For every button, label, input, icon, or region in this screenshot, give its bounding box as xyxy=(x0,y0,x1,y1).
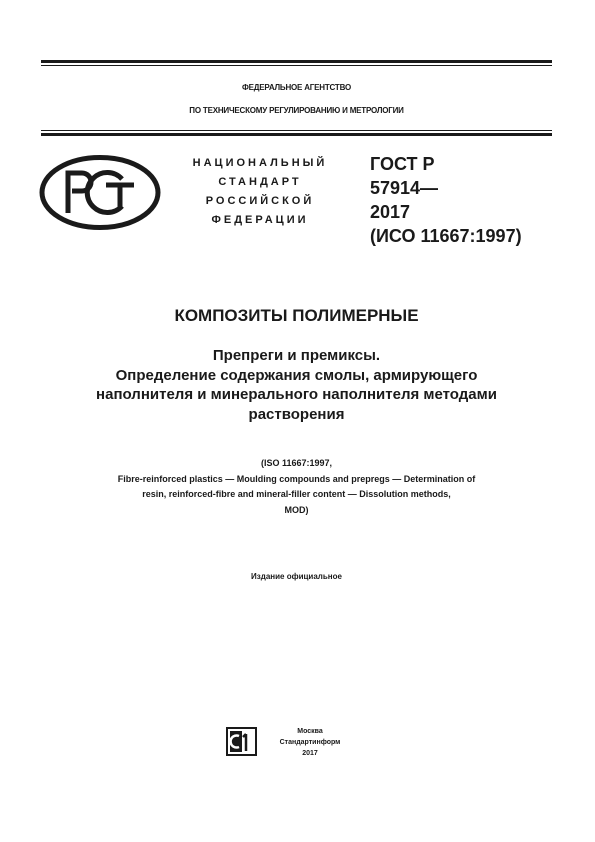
gost-line-3: 2017 xyxy=(370,202,411,222)
iso-line-3: resin, reinforced-fibre and mineral-filler content — Dissolution methods, xyxy=(142,489,451,499)
publisher-name: Стандартинформ xyxy=(279,739,341,746)
iso-line-4: MOD) xyxy=(284,504,309,515)
document-title: КОМПОЗИТЫ ПОЛИМЕРНЫЕ xyxy=(174,306,419,325)
top-rule-thick xyxy=(41,60,552,63)
iso-line-1: (ISO 11667:1997, xyxy=(260,458,333,468)
publisher-year: 2017 xyxy=(302,750,318,757)
standartinform-logo-icon xyxy=(226,727,257,756)
top-rule-thin xyxy=(41,65,552,66)
gost-line-2: 57914— xyxy=(370,178,439,198)
subtitle-line-1: Препреги и премиксы. xyxy=(212,347,381,364)
document-subtitle xyxy=(41,346,552,424)
publisher-city: Москва xyxy=(297,728,323,735)
official-edition-label: Издание официальное xyxy=(251,572,342,581)
gost-line-4: (ИСО 11667:1997) xyxy=(370,226,522,246)
rst-emblem-icon xyxy=(38,155,162,230)
middle-rule-thick xyxy=(41,133,552,136)
subtitle-line-3: наполнителя и минерального наполнителя методами xyxy=(96,386,497,403)
middle-rule-thin xyxy=(41,130,552,131)
subtitle-line-4: растворения xyxy=(248,405,345,423)
national-standard-label xyxy=(170,154,350,230)
national-line-4: ФЕДЕРАЦИИ xyxy=(211,214,309,226)
national-line-3: РОССИЙСКОЙ xyxy=(205,195,315,207)
national-line-2: СТАНДАРТ xyxy=(218,176,302,188)
iso-line-2: Fibre-reinforced plastics — Moulding compounds and prepregs — Determination of xyxy=(117,473,476,484)
gost-designation xyxy=(370,152,550,248)
publisher-info xyxy=(260,726,360,759)
subtitle-line-2: Определение содержания смолы, армирующего xyxy=(115,366,478,384)
iso-reference xyxy=(41,456,552,518)
national-line-1: НАЦИОНАЛЬНЫЙ xyxy=(192,157,328,169)
agency-line-1: ФЕДЕРАЛЬНОЕ АГЕНТСТВО xyxy=(241,83,351,92)
gost-line-1: ГОСТ Р xyxy=(370,154,435,174)
agency-line-2: ПО ТЕХНИЧЕСКОМУ РЕГУЛИРОВАНИЮ И МЕТРОЛОГИИ xyxy=(189,106,404,115)
